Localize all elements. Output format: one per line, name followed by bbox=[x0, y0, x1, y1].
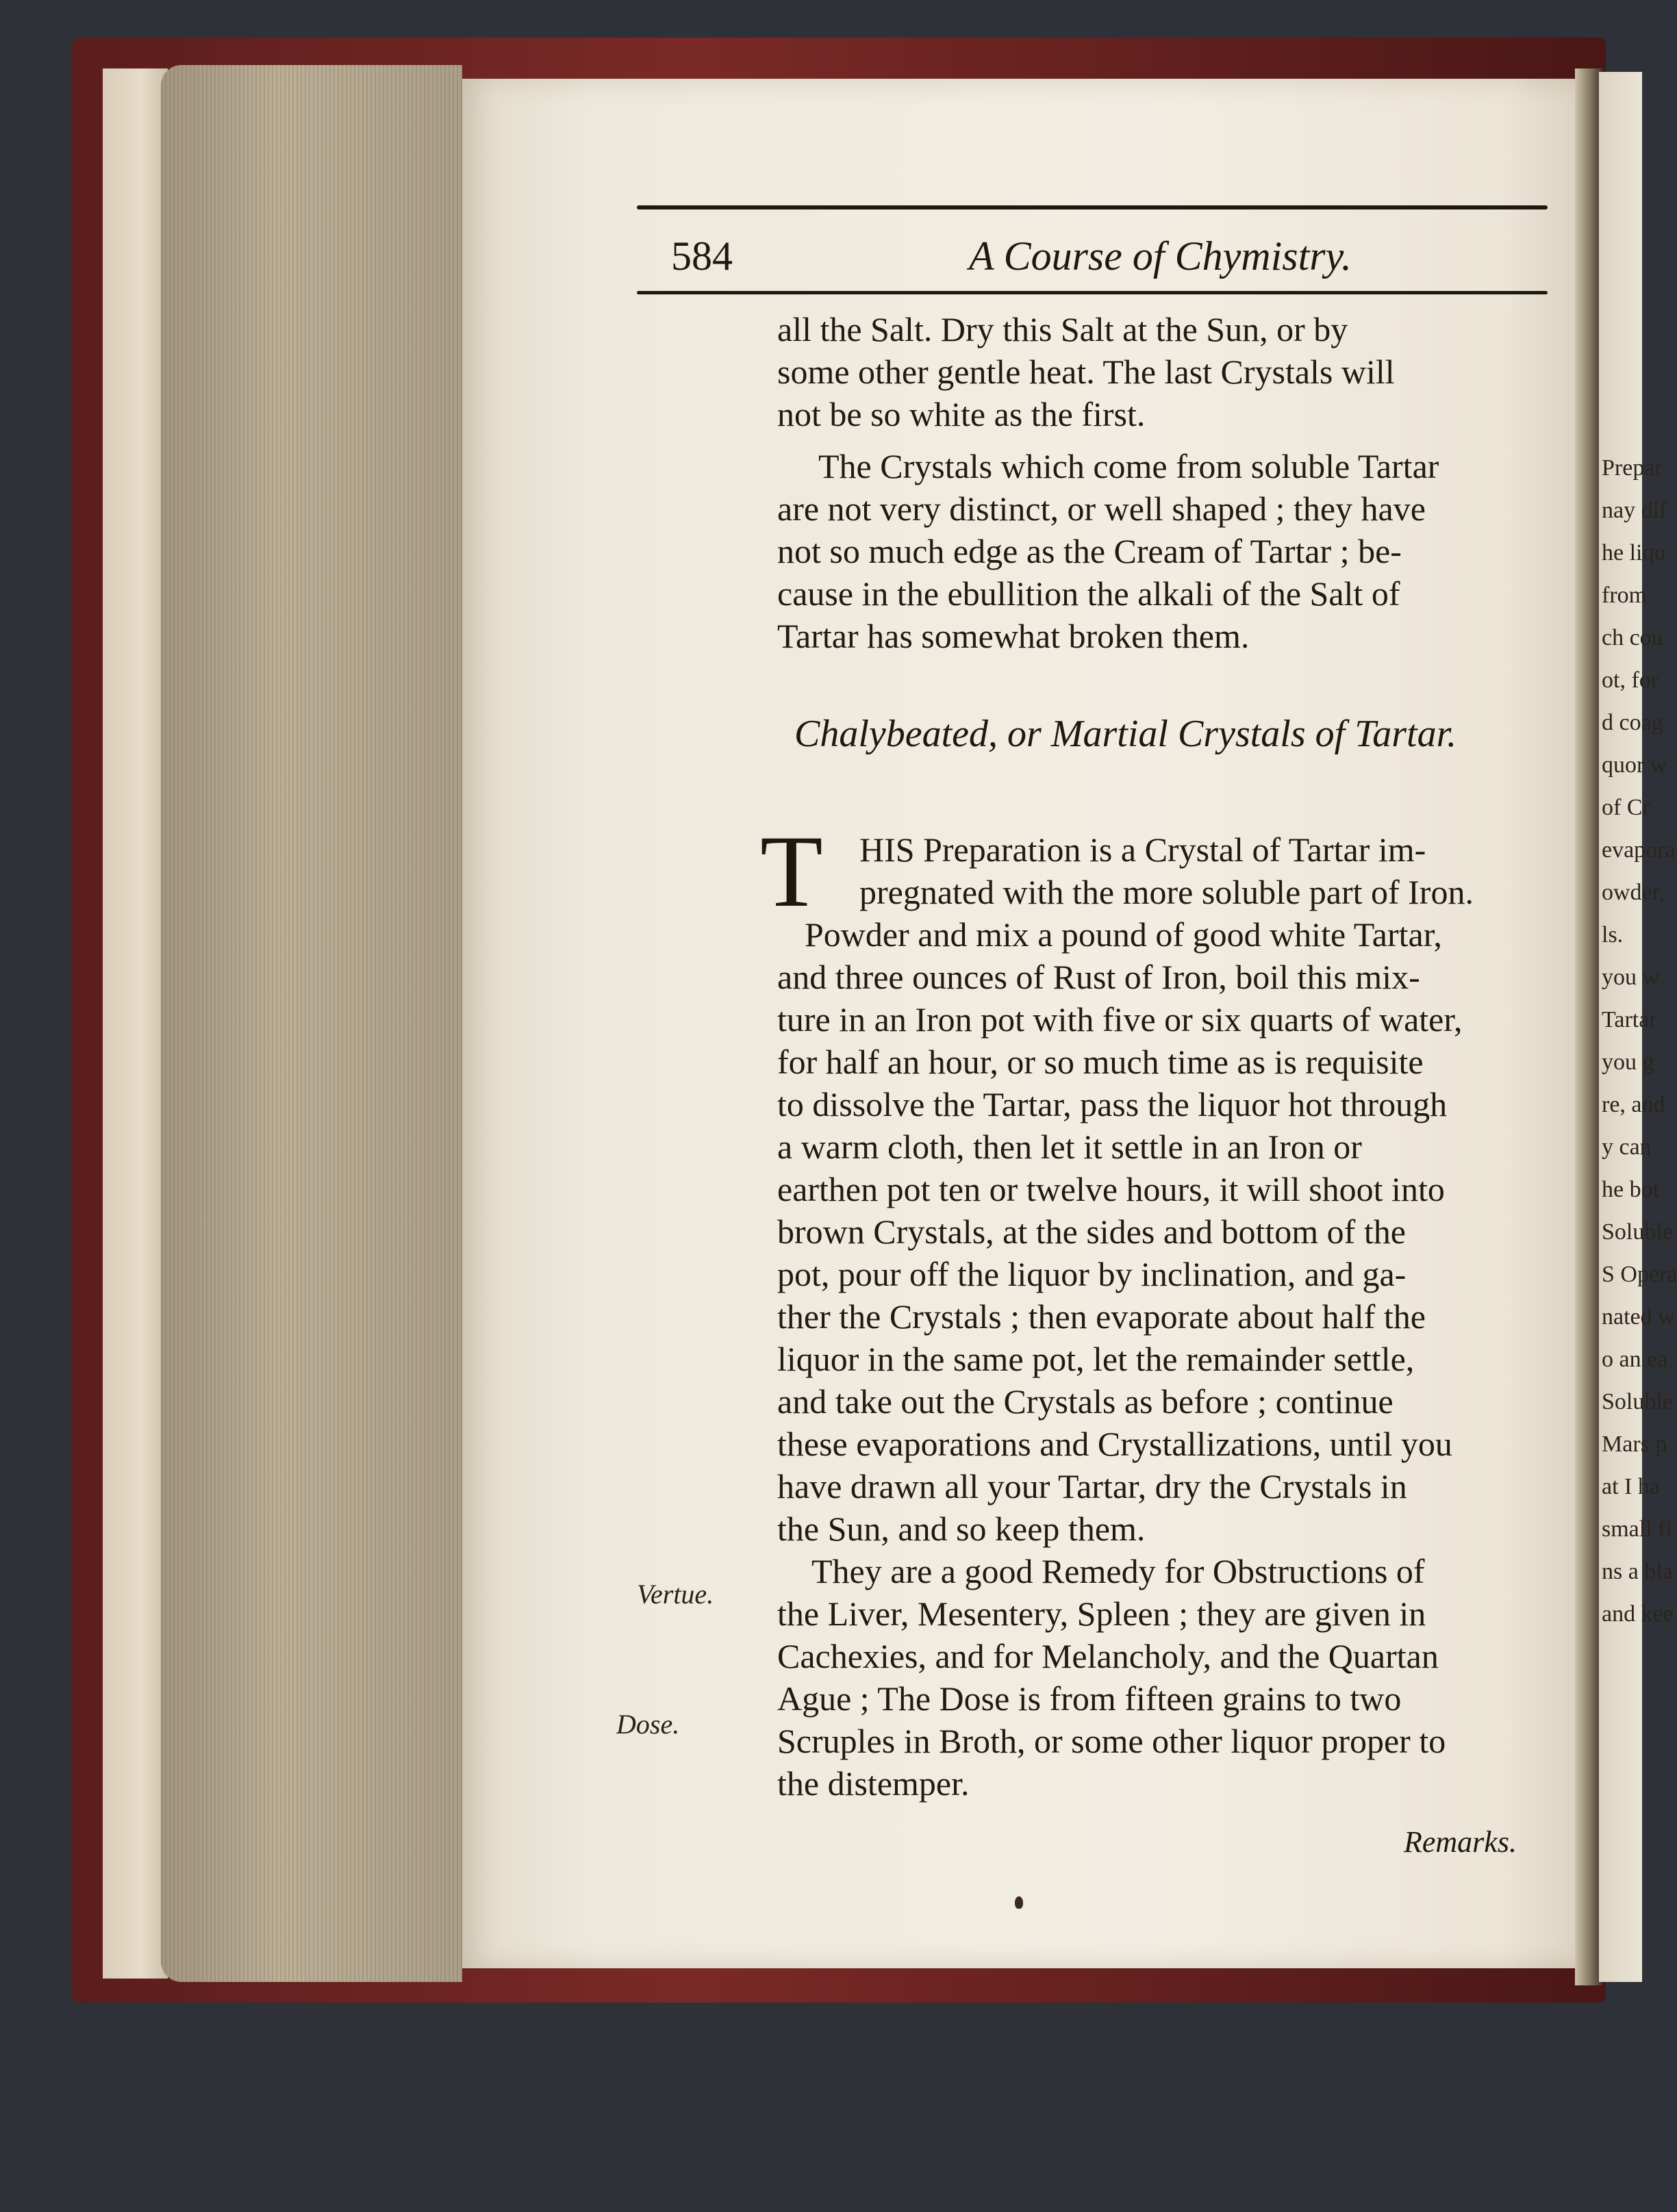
facing-page-text: evapora bbox=[1602, 837, 1676, 863]
facing-page-text: at I ha bbox=[1602, 1474, 1660, 1499]
running-title: A Course of Chymistry. bbox=[969, 233, 1352, 279]
header-rule bbox=[637, 291, 1548, 294]
text-line: Tartar has somewhat broken them. bbox=[777, 617, 1250, 655]
facing-page-text: ns a bla bbox=[1602, 1559, 1673, 1584]
facing-page-text: ls. bbox=[1602, 922, 1624, 948]
text-line: HIS Preparation is a Crystal of Tartar im- bbox=[859, 830, 1426, 869]
facing-page-text: quor w bbox=[1602, 752, 1667, 778]
text-line: a warm cloth, then let it settle in an Iron or bbox=[777, 1128, 1362, 1166]
text-line: and take out the Crystals as before ; continue bbox=[777, 1382, 1394, 1421]
catchword: Remarks. bbox=[1404, 1825, 1517, 1859]
facing-page-text: o an ea bbox=[1602, 1347, 1668, 1372]
facing-page-text: Tartar bbox=[1602, 1007, 1657, 1032]
page-block-edge bbox=[161, 65, 462, 1982]
text-line: the Sun, and so keep them. bbox=[777, 1510, 1146, 1548]
text-line: Powder and mix a pound of good white Tartar, bbox=[805, 915, 1442, 954]
facing-page-text: and kee bbox=[1602, 1601, 1674, 1627]
text-line: They are a good Remedy for Obstructions of bbox=[811, 1552, 1425, 1590]
text-line: ture in an Iron pot with five or six quarts of water, bbox=[777, 1000, 1463, 1039]
text-line: Cachexies, and for Melancholy, and the Quartan bbox=[777, 1637, 1439, 1675]
text-line: not be so white as the first. bbox=[777, 395, 1146, 433]
text-line: all the Salt. Dry this Salt at the Sun, or by bbox=[777, 310, 1348, 348]
text-line: liquor in the same pot, let the remainder settle, bbox=[777, 1340, 1415, 1378]
text-line: have drawn all your Tartar, dry the Crystals in bbox=[777, 1467, 1407, 1505]
facing-page-text: S Opera bbox=[1602, 1262, 1677, 1287]
text-line: Ague ; The Dose is from fifteen grains to two bbox=[777, 1679, 1402, 1718]
text-line: not so much edge as the Cream of Tartar ; be- bbox=[777, 532, 1402, 570]
drop-cap: T bbox=[760, 815, 823, 928]
text-line: pot, pour off the liquor by inclination, and ga- bbox=[777, 1255, 1407, 1293]
page-number: 584 bbox=[671, 233, 733, 279]
text-line: the distemper. bbox=[777, 1764, 970, 1803]
facing-page-text: you w bbox=[1602, 965, 1660, 990]
text-line: earthen pot ten or twelve hours, it will shoot into bbox=[777, 1170, 1445, 1208]
text-line: cause in the ebullition the alkali of the Salt of bbox=[777, 574, 1400, 613]
book-gutter bbox=[1575, 68, 1602, 1985]
margin-note-vertue: Vertue. bbox=[637, 1579, 714, 1610]
facing-page-text: he bot bbox=[1602, 1177, 1660, 1202]
section-heading: Chalybeated, or Martial Crystals of Tartar. bbox=[794, 713, 1457, 755]
text-line: some other gentle heat. The last Crystals will bbox=[777, 353, 1395, 391]
text-line: brown Crystals, at the sides and bottom of the bbox=[777, 1212, 1406, 1251]
facing-page-text: from bbox=[1602, 583, 1648, 608]
flyleaf bbox=[103, 68, 168, 1979]
facing-page-text: small fi bbox=[1602, 1516, 1672, 1542]
facing-page-text: Soluble bbox=[1602, 1219, 1673, 1245]
text-line: pregnated with the more soluble part of Iron. bbox=[859, 873, 1474, 911]
facing-page-fragment bbox=[1599, 72, 1677, 1982]
text-line: to dissolve the Tartar, pass the liquor hot through bbox=[777, 1085, 1448, 1123]
facing-page-text: ot, for bbox=[1602, 668, 1659, 693]
facing-page-text: y can bbox=[1602, 1134, 1652, 1160]
facing-page-text: re, and bbox=[1602, 1092, 1665, 1117]
top-rule bbox=[637, 205, 1548, 209]
facing-page-text: owder, bbox=[1602, 880, 1665, 905]
facing-page-text: nated w bbox=[1602, 1304, 1675, 1330]
ink-mark bbox=[1015, 1896, 1023, 1909]
text-line: The Crystals which come from soluble Tartar bbox=[818, 447, 1439, 485]
text-line: Scruples in Broth, or some other liquor proper to bbox=[777, 1722, 1446, 1760]
facing-page-text: d coag bbox=[1602, 710, 1663, 735]
text-line: are not very distinct, or well shaped ; they have bbox=[777, 490, 1426, 528]
facing-page-text: of Cr bbox=[1602, 795, 1650, 820]
text-line: the Liver, Mesentery, Spleen ; they are given in bbox=[777, 1594, 1426, 1633]
facing-page-text: Prepar bbox=[1602, 455, 1663, 481]
facing-page-text: you g bbox=[1602, 1050, 1654, 1075]
facing-page-text: nay dif bbox=[1602, 498, 1667, 523]
margin-note-dose: Dose. bbox=[616, 1709, 680, 1740]
facing-page-text: ch cou bbox=[1602, 625, 1663, 650]
body-text bbox=[764, 308, 1558, 1814]
text-line: these evaporations and Crystallizations, until you bbox=[777, 1425, 1452, 1463]
text-line: and three ounces of Rust of Iron, boil this mix- bbox=[777, 958, 1420, 996]
facing-page-text: Mars p bbox=[1602, 1432, 1667, 1457]
text-line: for half an hour, or so much time as is requisite bbox=[777, 1043, 1424, 1081]
facing-page-text: he liqu bbox=[1602, 540, 1666, 565]
facing-page-text: Soluble bbox=[1602, 1389, 1673, 1414]
text-line: ther the Crystals ; then evaporate about half the bbox=[777, 1297, 1426, 1336]
